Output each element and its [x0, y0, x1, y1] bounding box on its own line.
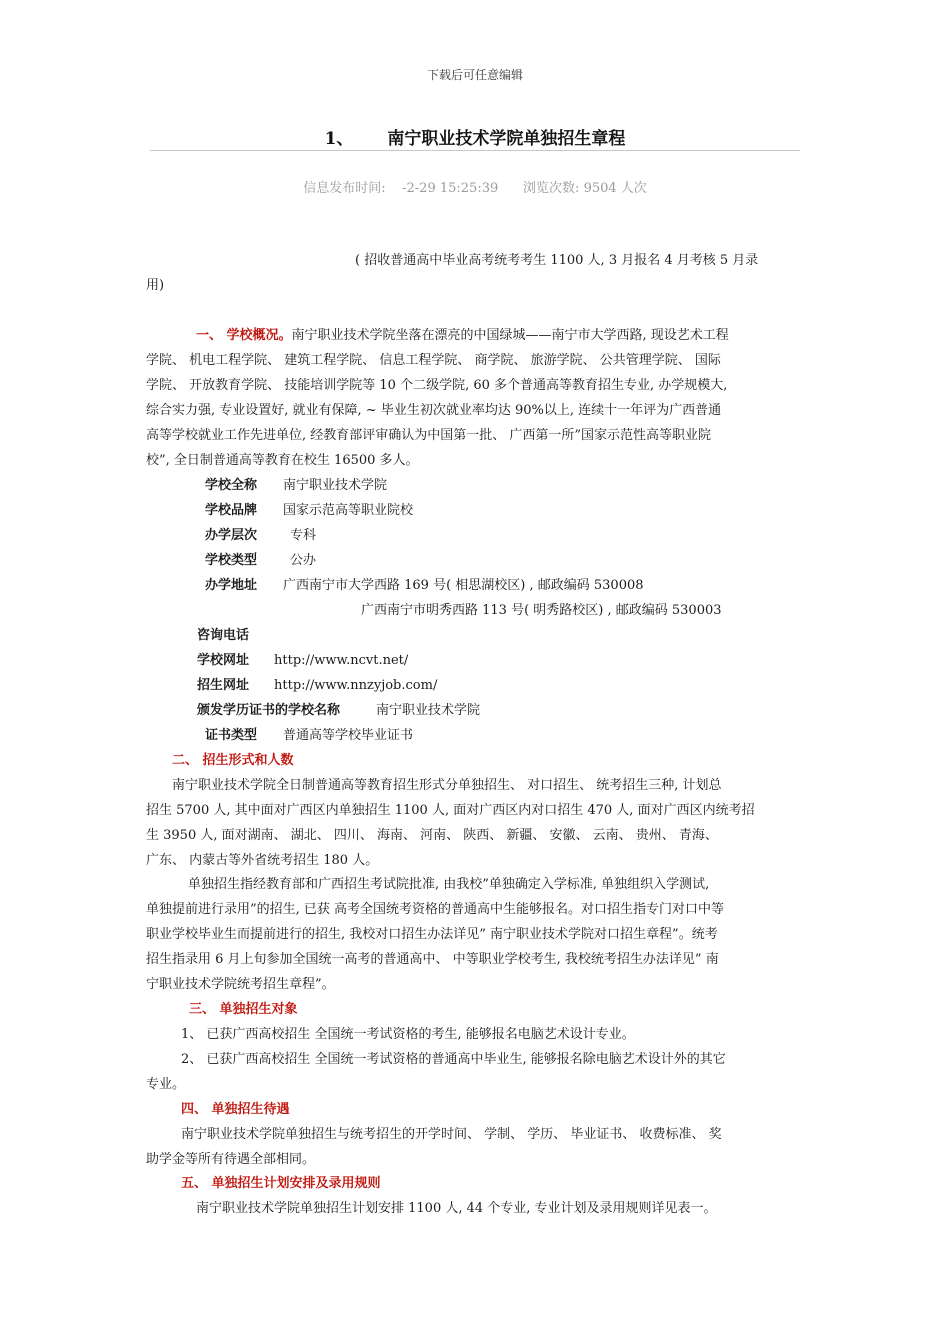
info-label: 办学层次: [205, 528, 258, 543]
section-1-line-4: 综合实力强, 专业设置好, 就业有保障, ~ 毕业生初次就业率均达 90%以上, 连续十一年评为广西普通: [146, 403, 722, 418]
info-cert: [205, 727, 413, 745]
header-note: 下载后可任意编辑: [426, 68, 523, 82]
intro-line-2: 用): [146, 278, 165, 293]
section-3-heading: 三、 单独招生对象: [189, 1002, 298, 1017]
section-1-line-5: 高等学校就业工作先进单位, 经教育部评审确认为中国第一批、 广西第一所”国家示范性高等职业院: [146, 428, 712, 443]
info-label: 学校全称: [205, 478, 258, 493]
info-value: 南宁职业技术学院: [283, 478, 388, 493]
views-count: 9504 人次: [583, 181, 647, 196]
section-2-p2-line: 单独招生指经教育部和广西招生考试院批准, 由我校”单独确定入学标准, 单独组织入学测试,: [188, 877, 710, 892]
info-website: [197, 652, 408, 670]
info-address: [205, 577, 644, 595]
section-1-line-2: 学院、 机电工程学院、 建筑工程学院、 信息工程学院、 商学院、 旅游学院、 公共管理学院、 国际: [146, 353, 721, 368]
info-label: 咨询电话: [197, 628, 250, 643]
info-type: [205, 552, 316, 570]
section-4-line-1: 南宁职业技术学院单独招生与统考招生的开学时间、 学制、 学历、 毕业证书、 收费标准、 奖: [181, 1127, 722, 1142]
section-4-heading: 四、 单独招生待遇: [181, 1102, 290, 1117]
section-2-p2-line: 职业学校毕业生而提前进行的招生, 我校对口招生办法详见” 南宁职业技术学院对口招生章程”。统考: [146, 927, 718, 942]
info-value: 普通高等学校毕业证书: [283, 728, 414, 743]
info-label: 颁发学历证书的学校名称: [197, 703, 341, 718]
section-2-p2-line: 宁职业技术学院统考招生章程”。: [146, 977, 335, 992]
section-5-heading: 五、 单独招生计划安排及录用规则: [181, 1176, 381, 1191]
info-label: 学校品牌: [205, 503, 258, 518]
info-level: [205, 527, 316, 545]
info-value: 广西南宁市大学西路 169 号( 相思湖校区) , 邮政编码 530008: [283, 578, 644, 593]
section-1-text: 南宁职业技术学院坐落在漂亮的中国绿城——南宁市大学西路, 现设艺术工程: [291, 328, 729, 343]
views-label: 浏览次数:: [523, 181, 580, 196]
info-admission-site: [197, 677, 437, 695]
section-1-line-3: 学院、 开放教育学院、 技能培训学院等 10 个二级学院, 60 多个普通高等教育招生专业, 办学规模大,: [146, 378, 728, 393]
section-3-line-3: 专业。: [146, 1077, 186, 1092]
info-label: 学校类型: [205, 553, 258, 568]
info-label: 办学地址: [205, 578, 258, 593]
info-label: 证书类型: [205, 728, 258, 743]
info-value: 国家示范高等职业院校: [283, 503, 414, 518]
info-full-name: [205, 477, 387, 495]
section-2-p2-line: 招生指录用 6 月上旬参加全国统一高考的普通高中、 中等职业学校考生, 我校统考招生办法详见” 南: [146, 952, 719, 967]
info-value: 南宁职业技术学院: [376, 703, 481, 718]
section-1-heading: 一、 学校概况。: [196, 328, 292, 343]
page-title: [0, 124, 950, 149]
section-2-heading: 二、 招生形式和人数: [172, 753, 294, 768]
publish-meta: [0, 177, 950, 196]
section-2-p1-line: 广东、 内蒙古等外省统考招生 180 人。: [146, 853, 379, 868]
title-number: 1、: [324, 129, 354, 149]
info-address-2: 广西南宁市明秀西路 113 号( 明秀路校区) , 邮政编码 530003: [361, 603, 722, 618]
section-3-line-2: 2、 已获广西高校招生 全国统一考试资格的普通高中毕业生, 能够报名除电脑艺术设计外的其它: [181, 1052, 726, 1067]
publish-time: -2-29 15:25:39: [402, 181, 499, 196]
section-2-p1-line: 招生 5700 人, 其中面对广西区内单独招生 1100 人, 面对广西区内对口招生 470 人, 面对广西区内统考招: [146, 803, 755, 818]
info-label: 招生网址: [197, 678, 250, 693]
section-2-p1-line: 生 3950 人, 面对湖南、 湖北、 四川、 海南、 河南、 陕西、 新疆、 安徽、 云南、 贵州、 青海、: [146, 828, 718, 843]
title-divider: [150, 150, 800, 151]
publish-label: 信息发布时间:: [303, 181, 386, 196]
info-value: 公办: [290, 553, 317, 568]
admission-website-link[interactable]: http://www.nnzyjob.com/: [274, 678, 438, 693]
title-text: 南宁职业技术学院单独招生章程: [387, 129, 626, 149]
info-value: 专科: [290, 528, 317, 543]
section-4-line-2: 助学金等所有待遇全部相同。: [146, 1152, 316, 1167]
section-1-line-6: 校”, 全日制普通高等教育在校生 16500 多人。: [146, 453, 419, 468]
intro-line-1: ( 招收普通高中毕业高考统考考生 1100 人, 3 月报名 4 月考核 5 月录: [355, 253, 759, 268]
info-phone: [197, 627, 249, 645]
section-3-line-1: 1、 已获广西高校招生 全国统一考试资格的考生, 能够报名电脑艺术设计专业。: [181, 1027, 635, 1042]
section-2-p2-line: 单独提前进行录用”的招生, 已获 高考全国统考资格的普通高中生能够报名。对口招生指专门对口中等: [146, 902, 725, 917]
section-1-first-line: [196, 327, 729, 345]
section-2-p1-line: 南宁职业技术学院全日制普通高等教育招生形式分单独招生、 对口招生、 统考招生三种, 计划总: [172, 778, 722, 793]
info-issuer: [197, 702, 480, 720]
school-website-link[interactable]: http://www.ncvt.net/: [274, 653, 409, 668]
info-label: 学校网址: [197, 653, 250, 668]
section-5-line-1: 南宁职业技术学院单独招生计划安排 1100 人, 44 个专业, 专业计划及录用规则详见表一。: [196, 1201, 717, 1216]
info-brand: [205, 502, 413, 520]
